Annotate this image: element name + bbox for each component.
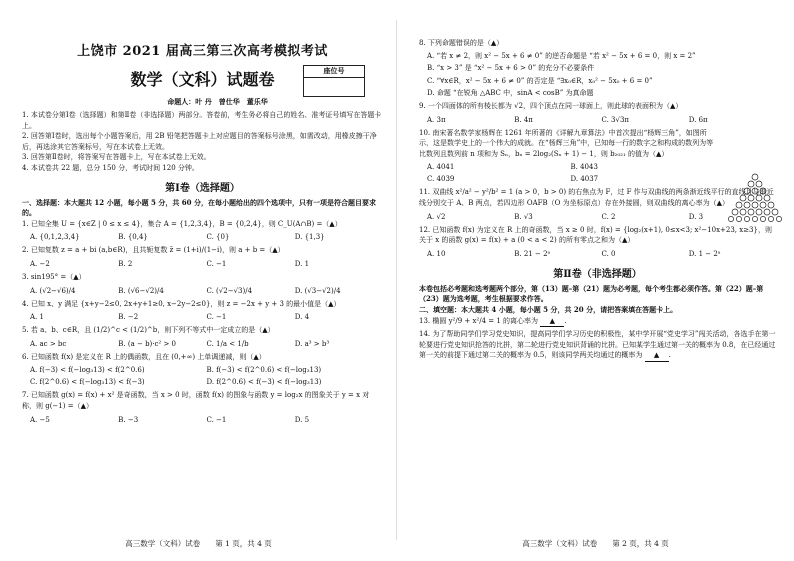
option-c: C. 2	[601, 212, 616, 221]
pascal-triangle-figure	[725, 172, 785, 222]
option-c: C. 1/a < 1/b	[206, 339, 249, 348]
option-d: D. 1 − 2ᵃ	[688, 249, 721, 258]
option-c: C. −1	[206, 259, 227, 268]
option-a: A. {0,1,2,3,4}	[30, 233, 80, 242]
question-2: 2. 已知复数 z = a + bi (a,b∈R)，且共轭复数 z̄ = (1+i)/(1−i)，则 a + b =（▲）	[22, 246, 285, 255]
option-a: A. 3π	[427, 115, 446, 124]
question-13-stem: 13. 椭圆 y²/9 + x²/4 = 1 的离心率为	[419, 316, 539, 325]
option-c: C. f(2^0.6) < f(−log₃13) < f(−3)	[30, 378, 145, 387]
question-11-options	[419, 211, 776, 223]
option-a: A. (√2−√6)/4	[30, 286, 76, 295]
question-1: 1. 已知全集 U = {x∈Z | 0 ≤ x ≤ 4}，集合 A = {1,2,3,4}，B = {0,2,4}，则 C_U(A∩B) =（▲）	[22, 219, 342, 228]
option-a: A. “若 x ≠ 2，则 x² − 5x + 6 ≠ 0” 的逆否命题是 “若 x² − 5x + 6 = 0，则 x = 2”	[427, 51, 696, 60]
question-3-options	[22, 285, 383, 297]
option-c: C. −1	[206, 313, 227, 322]
option-b: B. 2	[118, 259, 133, 268]
section2-title: 第Ⅱ卷（非选择题）	[553, 268, 642, 280]
answer-blank: ▲	[540, 316, 564, 328]
question-4: 4. 已知 x、y 满足 {x+y−2≤0, 2x+y+1≥0, x−2y−2≤0}，则 z = −2x + y + 3 的最小值是（▲）	[22, 299, 341, 308]
option-b: B. 4π	[514, 115, 533, 124]
option-b: B. −3	[118, 415, 139, 424]
page-footer: 高三数学（文科）试卷 第 1 页，共 4 页	[125, 539, 272, 548]
fill-in-instructions: 二、填空题：本大题共 4 小题，每小题 5 分，共 20 分，请把答案填在答题卡上。	[419, 304, 678, 314]
option-d: D. 6π	[688, 115, 708, 124]
question-9: 9. 一个四面体的所有棱长都为 √2，四个顶点在同一球面上，则此球的表面积为（▲）	[419, 101, 683, 110]
option-d: D. f(2^0.6) < f(−3) < f(−log₃13)	[206, 378, 322, 387]
question-4-options	[22, 311, 383, 323]
question-14: 14. 为了帮助同学们学习党史知识，提高同学们学习历史的积极性，某中学开展“党史学习”闯关活动，各选手在第一轮要进行党史知识抢答的比拼，第二轮进行党史知识背诵的比拼。已知某学生通过第一关的概率为 0.8，在已经通过第一关的前提下通过第二关的概率为 0.5，则该同学两关均通过的概率为 ▲ .	[419, 329, 776, 362]
question-12: 12. 已知函数 f(x) 为定义在 R 上的奇函数，当 x ≥ 0 时，f(x) = {log₂(x+1), 0≤x<3; x²−10x+23, x≥3}，则关于 x 的函数 g(x) = f(x) + a (0 < a < 2) 的所有零点之和为（▲）	[419, 225, 772, 245]
option-d: D. {1,3}	[294, 233, 325, 242]
subtitle-row	[22, 65, 383, 89]
exam-title: 上饶市 2021 届高三第三次高考模拟考试	[77, 44, 328, 59]
question-13: 13. 椭圆 y²/9 + x²/4 = 1 的离心率为 ▲ .	[419, 316, 776, 328]
option-a: A. −5	[30, 415, 50, 424]
question-6: 6. 已知函数 f(x) 是定义在 R 上的偶函数，且在 (0,+∞) 上单调递减，则（▲）	[22, 352, 266, 361]
option-c: C. −1	[206, 415, 227, 424]
instruction-4: 4. 本试卷共 22 题，总分 150 分，考试时间 120 分钟。	[22, 163, 199, 172]
seat-number-label: 座位号	[304, 66, 364, 78]
question-8: 8. 下列命题错误的是（▲）	[419, 39, 504, 47]
option-c: C. 3√3π	[601, 115, 630, 124]
question-7-options	[22, 414, 383, 426]
question-14-stem: 14. 为了帮助同学们学习党史知识，提高同学们学习历史的积极性，某中学开展“党史学习”闯关活动，各选手在第一轮要进行党史知识抢答的比拼，第二轮进行党史知识背诵的比拼。已知某学生通过第一关的概率为 0.8，在已经通过第一关的前提下通过第二关的概率为 0.5，则该同学两关均通过的概率为	[419, 330, 776, 360]
question-5-options	[22, 338, 383, 350]
option-c: C. 4039	[427, 175, 455, 184]
question-11: 11. 双曲线 x²/a² − y²/b² = 1 (a > 0，b > 0) 的右焦点为 F，过 F 作与双曲线的两条渐近线平行的直线且与渐近线分别交于 A、B 两点，若四边形 OAFB（O 为坐标原点）存在外接圆，则双曲线的离心率为（▲）	[419, 188, 774, 207]
option-b: B. (a − b)·c² > 0	[118, 339, 176, 348]
question-9-options	[419, 114, 776, 126]
seat-number-box	[303, 65, 365, 97]
exam-page-2	[397, 0, 794, 561]
option-c: C. {0}	[206, 233, 230, 242]
question-5: 5. 若 a、b、c∈R，且 (1/2)^c < (1/2)^b，则下列不等式中一定成立的是（▲）	[22, 326, 275, 335]
instruction-1: 1. 本试卷分第Ⅰ卷（选择题）和第Ⅱ卷（非选择题）两部分。答卷前，考生务必将自己的姓名、准考证号填写在答题卡上。	[22, 111, 382, 130]
answer-blank: ▲	[645, 350, 669, 362]
option-d: D. a³ > b³	[294, 339, 330, 348]
section1-intro: 一、选择题：本大题共 12 小题，每小题 5 分，共 60 分，在每小题给出的四个选项中，只有一项是符合题目要求的。	[22, 197, 376, 218]
question-10-options	[419, 161, 776, 185]
instruction-3: 3. 回答第Ⅱ卷时，将答案写在答题卡上，写在本试卷上无效。	[22, 153, 211, 162]
page-footer: 高三数学（文科）试卷 第 2 页，共 4 页	[522, 539, 669, 548]
option-a: A. 10	[427, 249, 446, 258]
section2-intro: 本卷包括必考题和选考题两个部分，第（13）题–第（21）题为必考题，每个考生都必须作答。第（22）题–第（23）题为选考题，考生根据要求作答。	[419, 283, 764, 304]
option-b: B. f(−3) < f(2^0.6) < f(−log₃13)	[206, 366, 322, 375]
option-a: A. −2	[30, 259, 50, 268]
option-b: B. {0,4}	[118, 233, 148, 242]
option-d: D. 5	[294, 415, 310, 424]
option-a: A. 1	[30, 313, 44, 322]
question-1-options	[22, 231, 383, 243]
authors-line: 命题人：叶 丹 曾仕华 董乐华	[167, 97, 268, 106]
instruction-2: 2. 回答第Ⅰ卷时，选出每个小题答案后，用 2B 铅笔把答题卡上对应题目的答案标号涂黑，如需改动，用橡皮擦干净后，再选涂其它答案标号，写在本试卷上无效。	[22, 132, 377, 151]
option-d: D. 4037	[570, 175, 599, 184]
option-c: C. “∀x∈R，x² − 5x + 6 ≠ 0” 的否定是 “∃x₀∈R，x₀² − 5x₀ + 6 = 0”	[427, 76, 653, 85]
question-12-options	[419, 248, 776, 260]
option-a: A. √2	[427, 212, 446, 221]
option-d: D. 3	[688, 212, 704, 221]
question-3: 3. sin195° =（▲）	[22, 272, 86, 281]
question-10: 10. 南宋著名数学家杨辉在 1261 年所著的《详解九章算法》中首次提出“杨辉三角”，如图所示，这是数学史上的一个伟大的成就。在“杨辉三角”中，已知每一行的数字之和构成的数列为等比数列且数列前 n 项和为 Sₙ，bₙ = 2log₂(Sₙ + 1) − 1，则 b₂₀₂₁ 的值为（▲）	[419, 128, 714, 158]
question-2-options	[22, 258, 383, 270]
section1-title: 第Ⅰ卷（选择题）	[165, 182, 240, 194]
option-c: C. (√2−√3)/4	[206, 286, 253, 295]
option-a: A. ac > bc	[30, 339, 67, 348]
option-b: B. 21 − 2ᵃ	[514, 249, 551, 258]
option-d: D. (√3−√2)/4	[294, 286, 341, 295]
option-c: C. 0	[601, 249, 616, 258]
question-6-options	[22, 364, 383, 388]
option-d: D. 4	[294, 313, 310, 322]
option-b: B. (√6−√2)/4	[118, 286, 164, 295]
option-a: A. 4041	[427, 163, 455, 172]
question-7: 7. 已知函数 g(x) = f(x) + x² 是奇函数，当 x > 0 时，函数 f(x) 的图象与函数 y = log₂x 的图象关于 y = x 对称，则 g(−1) =（▲）	[22, 391, 370, 410]
option-a: A. f(−3) < f(−log₃13) < f(2^0.6)	[30, 366, 145, 375]
option-d: D. 1	[294, 259, 310, 268]
option-b: B. √3	[514, 212, 533, 221]
option-b: B. 4043	[570, 163, 598, 172]
option-d: D. 命题 “在锐角 △ABC 中，sinA < cosB” 为真命题	[427, 89, 594, 98]
option-b: B. −2	[118, 313, 139, 322]
option-b: B. “x > 3” 是 “x² − 5x + 6 > 0” 的充分不必要条件	[427, 64, 595, 73]
exam-subtitle: 数学（文科）试题卷	[130, 70, 275, 89]
